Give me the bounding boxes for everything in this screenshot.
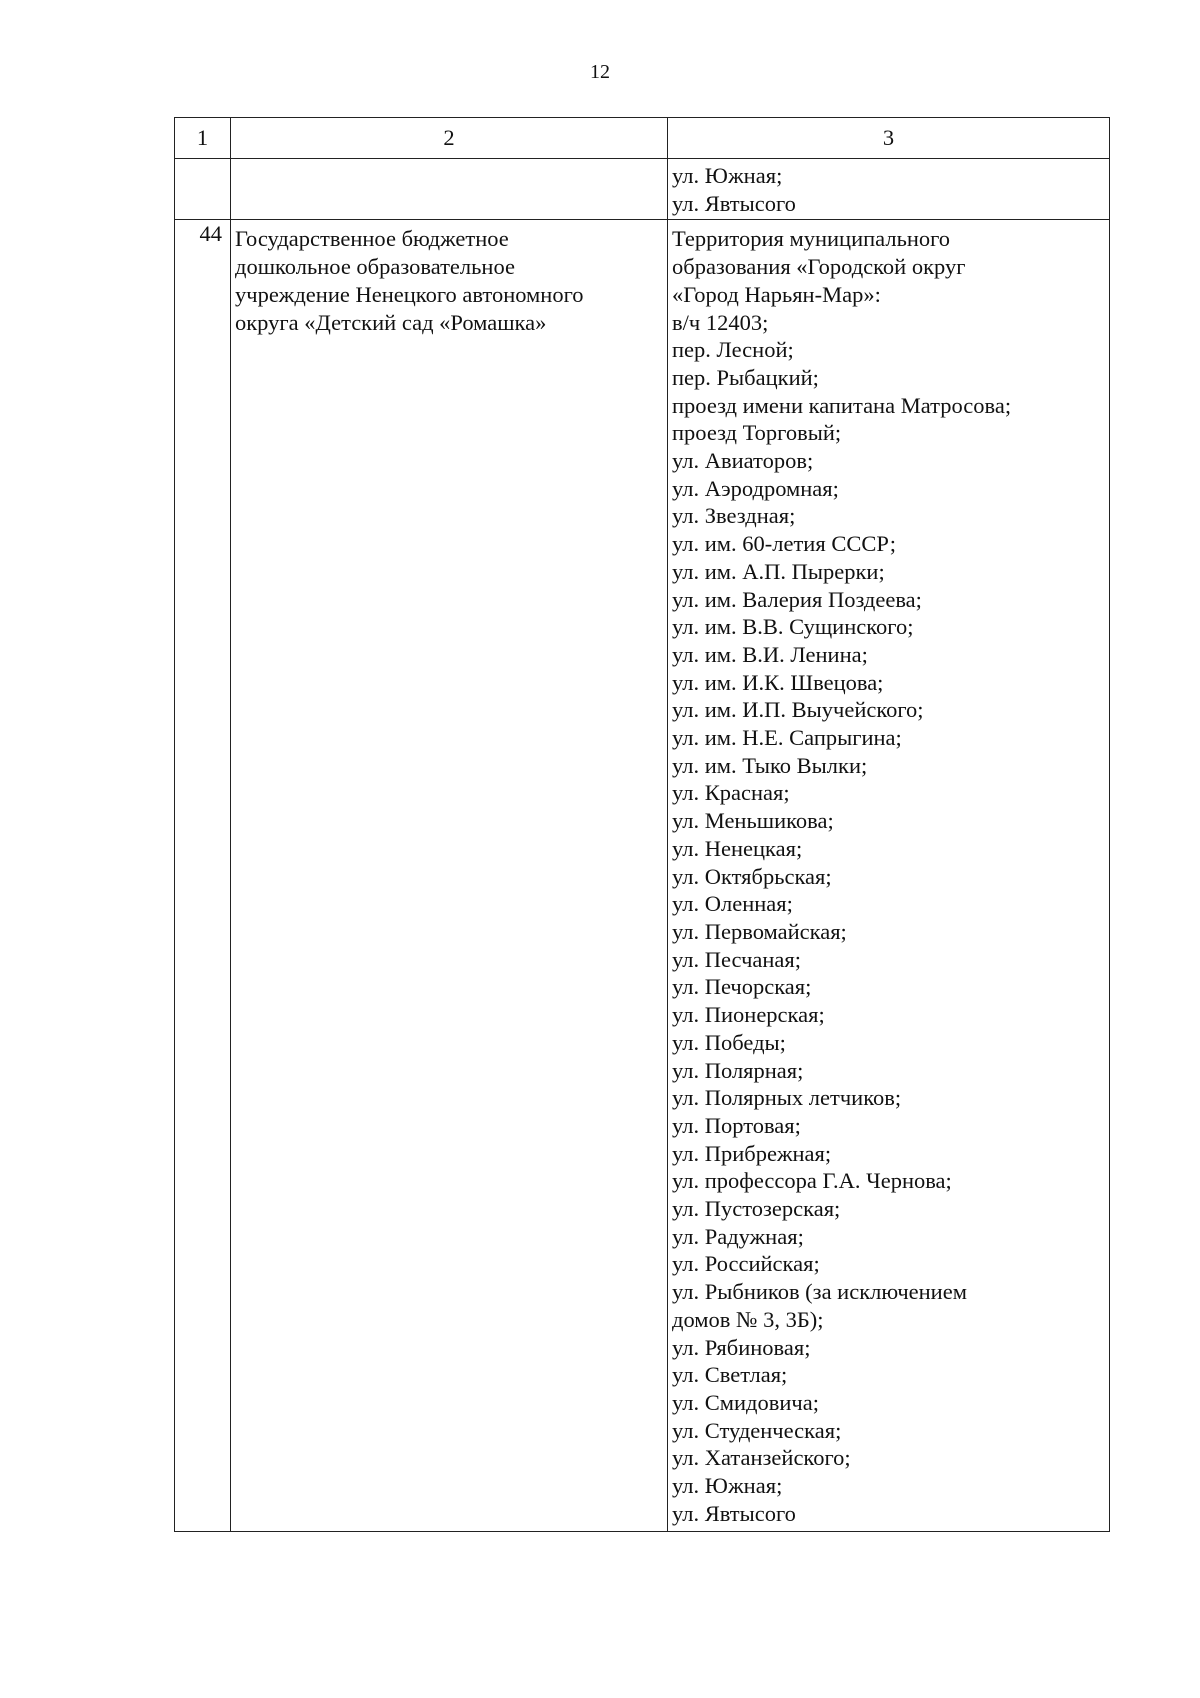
territory-line: ул. Российская; [672,1251,820,1277]
territory-line: ул. Полярная; [672,1057,804,1083]
territory-line: образования «Городской округ [672,254,966,280]
institution-name-line: учреждение Ненецкого автономного [235,281,584,307]
territory-line: проезд Торговый; [672,420,842,446]
page-number: 12 [590,61,610,83]
territory-line: ул. Портовая; [672,1112,801,1138]
institution-name-line: округа «Детский сад «Ромашка» [235,309,547,335]
territory-line: ул. Печорская; [672,974,812,1000]
territory-line: ул. Меньшикова; [672,808,834,834]
territory-line: ул. им. И.П. Выучейского; [672,697,924,723]
territory-line: «Город Нарьян-Мар»: [672,281,881,307]
territory-line: ул. Пионерская; [672,1002,825,1028]
territory-line: ул. Хатанзейского; [672,1445,851,1471]
territory-line: ул. Пустозерская; [672,1196,841,1222]
institution-name-line: Государственное бюджетное [235,226,509,252]
territory-line: ул. Рыбников (за исключением [672,1279,967,1305]
header-cell-name: 2 [231,118,668,159]
territory-line: ул. Ненецкая; [672,835,803,861]
territory-line: ул. Красная; [672,780,790,806]
territory-line: ул. им. И.К. Швецова; [672,669,884,695]
table-row-continuation [175,159,1110,220]
territory-line: ул. Смидовича; [672,1389,819,1415]
row-number-cell: 44 [175,220,231,1532]
territory-line: ул. им. В.И. Ленина; [672,641,868,667]
institution-name-line: дошкольное образовательное [235,254,515,280]
header-cell-number: 1 [175,118,231,159]
territory-line: домов № 3, 3Б); [672,1306,824,1332]
territory-line: ул. Звездная; [672,503,796,529]
territory-line: ул. Песчаная; [672,946,802,972]
territory-line: ул. Студенческая; [672,1417,842,1443]
territory-line: ул. Рябиновая; [672,1334,811,1360]
territory-line: проезд имени капитана Матросова; [672,392,1012,418]
row-number-cell [175,159,231,220]
territory-line: в/ч 12403; [672,309,769,335]
territory-line: ул. им. 60-летия СССР; [672,531,896,557]
institution-name-cell [231,159,668,220]
table-header-row [175,118,1110,159]
institution-name-cell [231,220,668,1532]
territory-line: ул. им. Тыко Вылки; [672,752,868,778]
territory-line: ул. Аэродромная; [672,475,839,501]
territory-line: ул. Явтысого [672,190,796,216]
territory-line: ул. Радужная; [672,1223,804,1249]
territory-line: ул. Южная; [672,163,783,188]
territory-line: ул. Южная; [672,1473,783,1499]
territory-line: ул. Победы; [672,1029,786,1055]
territory-line: ул. Первомайская; [672,918,847,944]
territory-line: ул. Октябрьская; [672,863,832,889]
table-row-44 [175,220,1110,1532]
territory-line: ул. Светлая; [672,1362,788,1388]
territory-line: ул. им. В.В. Сущинского; [672,614,914,640]
address-table [174,117,1110,1532]
territory-line: ул. профессора Г.А. Чернова; [672,1168,952,1194]
territory-line: ул. Прибрежная; [672,1140,832,1166]
territory-line: ул. Полярных летчиков; [672,1085,902,1111]
territory-line: ул. Оленная; [672,891,793,917]
territory-line: Территория муниципального [672,226,951,252]
header-cell-area: 3 [668,118,1110,159]
territory-line: пер. Рыбацкий; [672,364,819,390]
territory-line: пер. Лесной; [672,337,794,363]
territory-cell [668,220,1110,1532]
territory-cell [668,159,1110,220]
territory-line: ул. им. А.П. Пырерки; [672,558,885,584]
territory-line: ул. Авиаторов; [672,448,814,474]
territory-line: ул. Явтысого [672,1500,796,1526]
territory-line: ул. им. Н.Е. Сапрыгина; [672,725,902,751]
territory-line: ул. им. Валерия Поздеева; [672,586,922,612]
